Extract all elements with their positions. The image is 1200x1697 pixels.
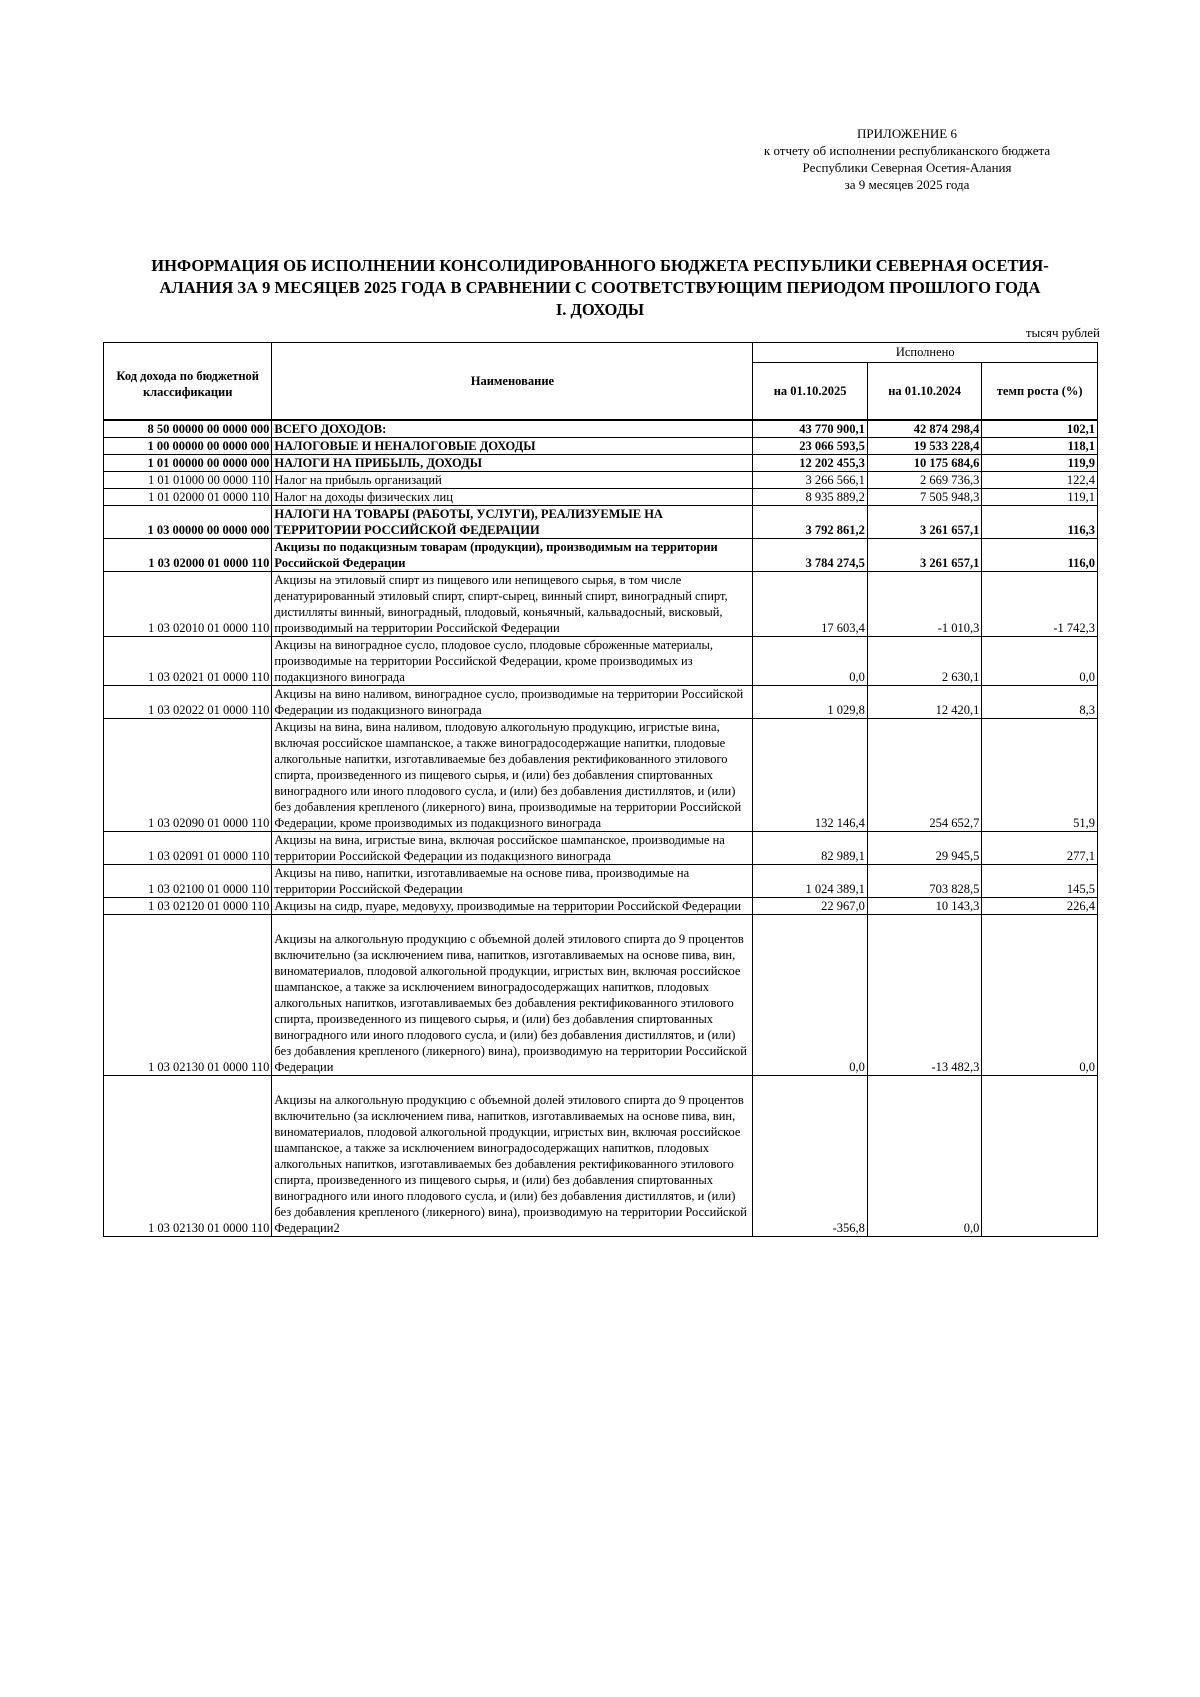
row-code: 1 03 00000 00 0000 000	[104, 506, 272, 539]
row-value-2025: 3 784 274,5	[753, 539, 867, 572]
row-value-2024: 10 175 684,6	[867, 455, 981, 472]
row-value-2024: 19 533 228,4	[867, 438, 981, 455]
row-value-2024: 7 505 948,3	[867, 489, 981, 506]
row-growth: 116,3	[982, 506, 1098, 539]
row-value-2025: -356,8	[753, 1076, 867, 1237]
row-value-2024: 29 945,5	[867, 832, 981, 865]
table-row	[104, 865, 1098, 898]
row-growth: 102,1	[982, 420, 1098, 438]
row-value-2025: 17 603,4	[753, 572, 867, 637]
row-name: НАЛОГОВЫЕ И НЕНАЛОГОВЫЕ ДОХОДЫ	[272, 438, 753, 455]
row-value-2024: 3 261 657,1	[867, 539, 981, 572]
row-name: НАЛОГИ НА ПРИБЫЛЬ, ДОХОДЫ	[272, 455, 753, 472]
row-growth: 145,5	[982, 865, 1098, 898]
row-value-2024: 12 420,1	[867, 686, 981, 719]
row-value-2025: 43 770 900,1	[753, 420, 867, 438]
row-code: 1 03 02130 01 0000 110	[104, 1076, 272, 1237]
row-code: 8 50 00000 00 0000 000	[104, 420, 272, 438]
appendix-line-1: ПРИЛОЖЕНИЕ 6	[857, 126, 957, 141]
row-value-2025: 1 029,8	[753, 686, 867, 719]
row-code: 1 03 02130 01 0000 110	[104, 915, 272, 1076]
revenue-table	[103, 342, 1098, 1237]
row-value-2025: 132 146,4	[753, 719, 867, 832]
row-value-2024: 10 143,3	[867, 898, 981, 915]
row-growth: 0,0	[982, 915, 1098, 1076]
table-row	[104, 719, 1098, 832]
row-growth: 119,1	[982, 489, 1098, 506]
row-value-2024: 2 669 736,3	[867, 472, 981, 489]
row-growth	[982, 1076, 1098, 1237]
row-value-2025: 12 202 455,3	[753, 455, 867, 472]
units-label: тысяч рублей	[1025, 325, 1100, 340]
row-name: Акцизы на вина, игристые вина, включая российское шампанское, производимые на территории Российской Федерации из подакцизного винограда	[272, 832, 753, 865]
row-name: ВСЕГО ДОХОДОВ:	[272, 420, 753, 438]
title-line-3: I. ДОХОДЫ	[555, 300, 645, 319]
row-growth: 277,1	[982, 832, 1098, 865]
table-row	[104, 637, 1098, 686]
appendix-line-2: к отчету об исполнении республиканского бюджета	[763, 143, 1051, 158]
row-growth: 119,9	[982, 455, 1098, 472]
row-code: 1 03 02091 01 0000 110	[104, 832, 272, 865]
appendix-note	[717, 125, 1097, 193]
row-code: 1 03 02090 01 0000 110	[104, 719, 272, 832]
table-row	[104, 898, 1098, 915]
row-value-2024: 703 828,5	[867, 865, 981, 898]
row-code: 1 01 01000 00 0000 110	[104, 472, 272, 489]
table-row	[104, 832, 1098, 865]
row-value-2025: 3 266 566,1	[753, 472, 867, 489]
row-growth: -1 742,3	[982, 572, 1098, 637]
row-name: Акцизы по подакцизным товарам (продукции), производимым на территории Российской Федерации	[272, 539, 753, 572]
row-name: Акцизы на сидр, пуаре, медовуху, производимые на территории Российской Федерации	[272, 898, 753, 915]
row-name: Акцизы на вина, вина наливом, плодовую алкогольную продукцию, игристые вина, включая российское шампанское, а также виноградосодержащие напитки, плодовые алкогольные напитки, изготавливаемые без добавления ректификованного этилового спирта, произведенного из пищевого сырья, и (или) без добавления спиртованных виноградного или иного плодового сусла, и (или) без добавления дистиллятов, и (или) без добавления крепленого (ликерного) вина, производимые на территории Российской Федерации, кроме производимых из подакцизного винограда	[272, 719, 753, 832]
row-growth: 8,3	[982, 686, 1098, 719]
header-2024: на 01.10.2024	[867, 362, 981, 420]
table-row	[104, 1076, 1098, 1237]
header-name: Наименование	[272, 343, 753, 421]
row-name: Акцизы на алкогольную продукцию с объемной долей этилового спирта до 9 процентов включительно (за исключением пива, напитков, изготавливаемых на основе пива, вин, виноматериалов, плодовой алкогольной продукции, игристых вин, включая российское шампанское, а также за исключением виноградосодержащих напитков, плодовых алкогольных напитков, изготавливаемых без добавления ректификованного этилового спирта, произведенного из пищевого сырья, и (или) без добавления спиртованных виноградного или иного плодового сусла, и (или) без добавления дистиллятов, и (или) без добавления крепленого (ликерного) вина), производимую на территории Российской Федерации2	[272, 1076, 753, 1237]
row-name: Акцизы на этиловый спирт из пищевого или непищевого сырья, в том числе денатурированный этиловый спирт, спирт-сырец, винный спирт, виноградный спирт, дистилляты винный, виноградный, плодовый, коньячный, кальвадосный, висковый, производимый на территории Российской Федерации	[272, 572, 753, 637]
table-row	[104, 915, 1098, 1076]
table-row	[104, 455, 1098, 472]
row-growth: 51,9	[982, 719, 1098, 832]
row-value-2025: 0,0	[753, 637, 867, 686]
row-value-2025: 8 935 889,2	[753, 489, 867, 506]
row-value-2024: -1 010,3	[867, 572, 981, 637]
row-name: Акцизы на алкогольную продукцию с объемной долей этилового спирта до 9 процентов включительно (за исключением пива, напитков, изготавливаемых на основе пива, вин, виноматериалов, плодовой алкогольной продукции, игристых вин, включая российское шампанское, а также за исключением виноградосодержащих напитков, плодовых алкогольных напитков, изготавливаемых без добавления ректификованного этилового спирта, произведенного из пищевого сырья, и (или) без добавления спиртованных виноградного или иного плодового сусла, и (или) без добавления дистиллятов, и (или) без добавления крепленого (ликерного) вина), производимую на территории Российской Федерации	[272, 915, 753, 1076]
row-growth: 116,0	[982, 539, 1098, 572]
row-name: НАЛОГИ НА ТОВАРЫ (РАБОТЫ, УСЛУГИ), РЕАЛИЗУЕМЫЕ НА ТЕРРИТОРИИ РОССИЙСКОЙ ФЕДЕРАЦИИ	[272, 506, 753, 539]
table-row	[104, 420, 1098, 438]
appendix-line-4: за 9 месяцев 2025 года	[844, 177, 970, 192]
row-name: Акцизы на виноградное сусло, плодовое сусло, плодовые сброженные материалы, производимые на территории Российской Федерации, кроме производимых из подакцизного винограда	[272, 637, 753, 686]
row-growth: 122,4	[982, 472, 1098, 489]
title-line-2: АЛАНИЯ ЗА 9 МЕСЯЦЕВ 2025 ГОДА В СРАВНЕНИИ С СООТВЕТСТВУЮЩИМ ПЕРИОДОМ ПРОШЛОГО ГОДА	[159, 278, 1041, 297]
row-code: 1 03 02022 01 0000 110	[104, 686, 272, 719]
row-value-2025: 23 066 593,5	[753, 438, 867, 455]
row-growth: 226,4	[982, 898, 1098, 915]
header-executed: Исполнено	[753, 343, 1098, 363]
table-row	[104, 489, 1098, 506]
appendix-line-3: Республики Северная Осетия-Алания	[802, 160, 1012, 175]
row-name: Налог на прибыль организаций	[272, 472, 753, 489]
row-code: 1 03 02010 01 0000 110	[104, 572, 272, 637]
row-code: 1 03 02000 01 0000 110	[104, 539, 272, 572]
header-code: Код дохода по бюджетной классификации	[104, 343, 272, 421]
table-row	[104, 686, 1098, 719]
row-value-2024: -13 482,3	[867, 915, 981, 1076]
row-value-2025: 1 024 389,1	[753, 865, 867, 898]
row-value-2025: 0,0	[753, 915, 867, 1076]
row-value-2025: 82 989,1	[753, 832, 867, 865]
row-code: 1 03 02021 01 0000 110	[104, 637, 272, 686]
row-value-2025: 22 967,0	[753, 898, 867, 915]
row-name: Акцизы на вино наливом, виноградное сусло, производимые на территории Российской Федерации из подакцизного винограда	[272, 686, 753, 719]
row-value-2024: 0,0	[867, 1076, 981, 1237]
table-row	[104, 572, 1098, 637]
title-line-1: ИНФОРМАЦИЯ ОБ ИСПОЛНЕНИИ КОНСОЛИДИРОВАННОГО БЮДЖЕТА РЕСПУБЛИКИ СЕВЕРНАЯ ОСЕТИЯ-	[151, 256, 1049, 275]
header-growth: темп роста (%)	[982, 362, 1098, 420]
row-name: Налог на доходы физических лиц	[272, 489, 753, 506]
table-row	[104, 506, 1098, 539]
row-code: 1 01 00000 00 0000 000	[104, 455, 272, 472]
row-code: 1 01 02000 01 0000 110	[104, 489, 272, 506]
table-row	[104, 539, 1098, 572]
row-code: 1 00 00000 00 0000 000	[104, 438, 272, 455]
row-code: 1 03 02120 01 0000 110	[104, 898, 272, 915]
row-value-2024: 42 874 298,4	[867, 420, 981, 438]
row-growth: 0,0	[982, 637, 1098, 686]
row-name: Акцизы на пиво, напитки, изготавливаемые на основе пива, производимые на территории Российской Федерации	[272, 865, 753, 898]
row-value-2024: 254 652,7	[867, 719, 981, 832]
table-row	[104, 438, 1098, 455]
row-code: 1 03 02100 01 0000 110	[104, 865, 272, 898]
header-2025: на 01.10.2025	[753, 362, 867, 420]
table-row	[104, 472, 1098, 489]
document-title	[100, 255, 1100, 321]
row-value-2024: 2 630,1	[867, 637, 981, 686]
row-growth: 118,1	[982, 438, 1098, 455]
row-value-2024: 3 261 657,1	[867, 506, 981, 539]
row-value-2025: 3 792 861,2	[753, 506, 867, 539]
